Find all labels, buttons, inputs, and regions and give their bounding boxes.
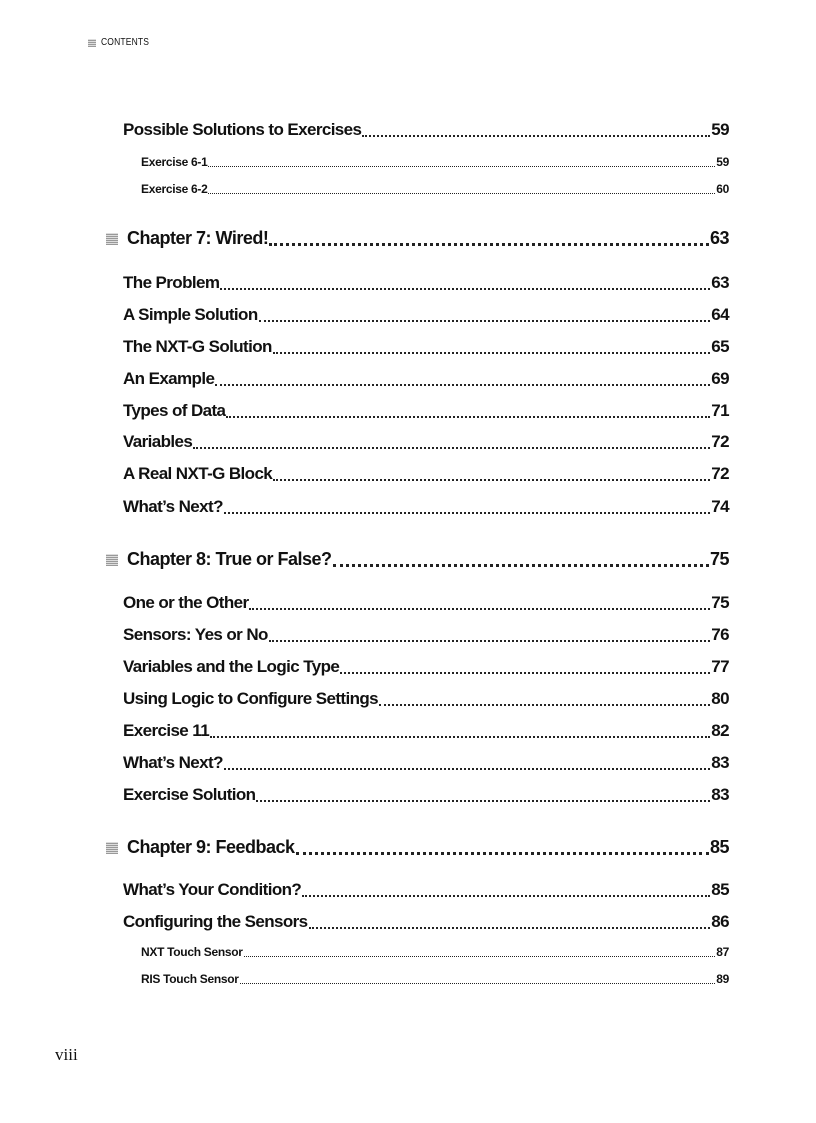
dot-leader — [302, 895, 710, 897]
dot-leader — [379, 704, 710, 706]
toc-entry-page: 59 — [716, 155, 729, 169]
dot-leader — [210, 736, 710, 738]
square-bullet-icon — [106, 842, 118, 854]
toc-entry-page: 75 — [709, 549, 729, 569]
toc-entry-title: Possible Solutions to Exercises — [123, 120, 362, 139]
toc-entry-page: 75 — [711, 593, 729, 612]
toc-entry-section[interactable] — [123, 273, 729, 293]
toc-entry-title: What’s Your Condition? — [123, 880, 302, 899]
dot-leader — [256, 800, 710, 802]
toc-entry-sub[interactable] — [141, 182, 729, 196]
dot-leader — [269, 640, 710, 642]
toc-entry-title: Exercise 11 — [123, 721, 210, 740]
toc-entry-chapter[interactable] — [106, 228, 729, 249]
toc-entry-section[interactable] — [123, 120, 729, 140]
toc-entry-title: A Simple Solution — [123, 305, 258, 324]
toc-entry-title: NXT Touch Sensor — [141, 945, 243, 959]
dot-leader — [244, 956, 716, 957]
toc-entry-section[interactable] — [123, 369, 729, 389]
toc-entry-page: 63 — [711, 273, 729, 292]
toc-entry-page: 72 — [711, 464, 729, 483]
toc-entry-title: The Problem — [123, 273, 220, 292]
toc-entry-page: 59 — [711, 120, 729, 139]
square-bullet-icon — [106, 233, 118, 245]
toc-entry-page: 72 — [711, 432, 729, 451]
dot-leader — [273, 352, 710, 354]
toc-entry-title: Variables and the Logic Type — [123, 657, 340, 676]
toc-entry-page: 87 — [716, 945, 729, 959]
toc-entry-section[interactable] — [123, 721, 729, 741]
toc-entry-page: 60 — [716, 182, 729, 196]
toc-entry-page: 80 — [711, 689, 729, 708]
toc-entry-title: A Real NXT-G Block — [123, 464, 273, 483]
toc-entry-title: Chapter 7: Wired! — [127, 228, 269, 248]
toc-entry-section[interactable] — [123, 657, 729, 677]
toc-entry-page: 82 — [711, 721, 729, 740]
toc-entry-title: Variables — [123, 432, 193, 451]
toc-entry-title: Sensors: Yes or No — [123, 625, 268, 644]
dot-leader — [226, 416, 710, 418]
toc-entry-title: Exercise 6-2 — [141, 182, 208, 196]
toc-entry-title: An Example — [123, 369, 215, 388]
toc-entry-section[interactable] — [123, 497, 729, 517]
toc-entry-title: One or the Other — [123, 593, 249, 612]
toc-entry-page: 76 — [711, 625, 729, 644]
dot-leader — [193, 447, 710, 449]
toc-entry-page: 86 — [711, 912, 729, 931]
toc-entry-section[interactable] — [123, 785, 729, 805]
square-bullet-icon — [106, 554, 118, 566]
toc-entry-page: 63 — [709, 228, 729, 248]
dot-leader — [309, 927, 711, 929]
toc-entry-page: 64 — [711, 305, 729, 324]
dot-leader — [208, 166, 715, 167]
dot-leader — [240, 983, 716, 984]
toc-entry-section[interactable] — [123, 689, 729, 709]
toc-entry-section[interactable] — [123, 625, 729, 645]
dot-leader — [362, 135, 710, 137]
toc-entry-page: 89 — [716, 972, 729, 986]
dot-leader — [340, 672, 710, 674]
toc-entry-page: 71 — [711, 401, 729, 420]
toc-entry-chapter[interactable] — [106, 549, 729, 570]
toc-entry-title: Exercise Solution — [123, 785, 256, 804]
dot-leader — [208, 193, 715, 194]
toc-entry-title: The NXT-G Solution — [123, 337, 272, 356]
toc-entry-sub[interactable] — [141, 972, 729, 986]
toc-entry-title: Chapter 8: True or False? — [127, 549, 332, 569]
dot-leader — [215, 384, 710, 386]
toc-entry-title: Using Logic to Configure Settings — [123, 689, 379, 708]
toc-entry-title: Configuring the Sensors — [123, 912, 308, 931]
toc-entry-title: Exercise 6-1 — [141, 155, 208, 169]
dot-leader — [220, 288, 710, 290]
toc-entry-section[interactable] — [123, 305, 729, 325]
toc-entry-sub[interactable] — [141, 945, 729, 959]
toc-entry-sub[interactable] — [141, 155, 729, 169]
toc-entry-chapter[interactable] — [106, 837, 729, 858]
dot-leader — [224, 768, 710, 770]
dot-leader — [269, 243, 709, 246]
toc-entry-title: Types of Data — [123, 401, 226, 420]
toc-entry-section[interactable] — [123, 401, 729, 421]
toc-entry-page: 69 — [711, 369, 729, 388]
toc-entry-page: 74 — [711, 497, 729, 516]
toc-entry-section[interactable] — [123, 912, 729, 932]
dot-leader — [224, 512, 710, 514]
toc-entry-section[interactable] — [123, 464, 729, 484]
dot-leader — [333, 564, 709, 567]
running-header-label: CONTENTS — [101, 37, 150, 48]
toc-entry-page: 85 — [709, 837, 729, 857]
toc-entry-title: RIS Touch Sensor — [141, 972, 239, 986]
toc-entry-page: 83 — [711, 785, 729, 804]
dot-leader — [273, 479, 710, 481]
toc-entry-page: 83 — [711, 753, 729, 772]
toc-entry-page: 85 — [711, 880, 729, 899]
toc-entry-page: 65 — [711, 337, 729, 356]
dot-leader — [249, 608, 710, 610]
toc-entry-section[interactable] — [123, 753, 729, 773]
toc-entry-section[interactable] — [123, 432, 729, 452]
dot-leader — [296, 852, 709, 855]
dot-leader — [259, 320, 711, 322]
toc-entry-section[interactable] — [123, 593, 729, 613]
page-number: viii — [55, 1045, 78, 1064]
toc-entry-page: 77 — [711, 657, 729, 676]
toc-entry-section[interactable] — [123, 337, 729, 357]
toc-entry-section[interactable] — [123, 880, 729, 900]
toc-entry-title: What’s Next? — [123, 753, 223, 772]
toc-entry-title: Chapter 9: Feedback — [127, 837, 295, 857]
toc-entry-title: What’s Next? — [123, 497, 223, 516]
